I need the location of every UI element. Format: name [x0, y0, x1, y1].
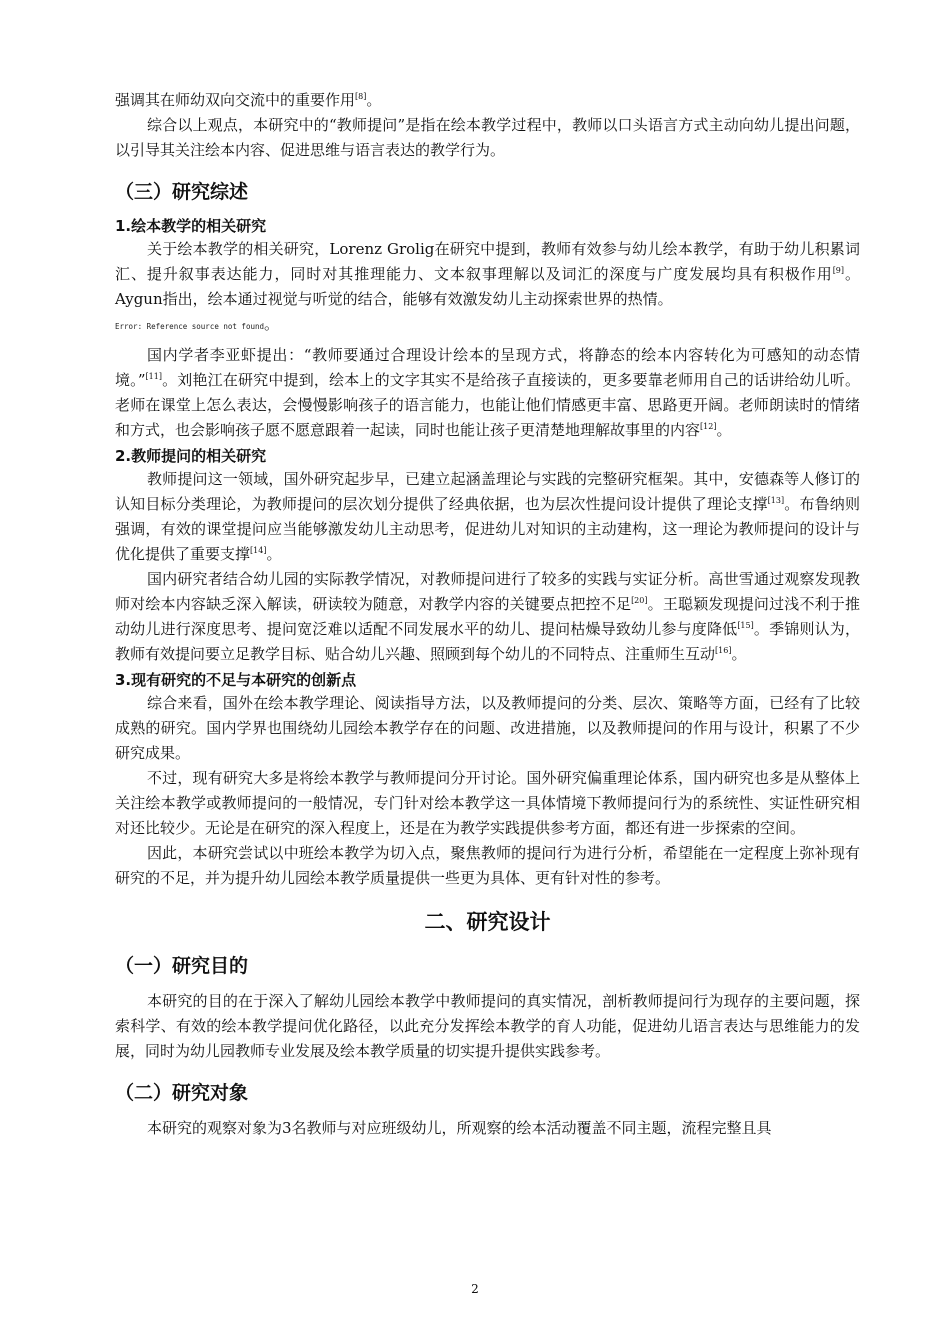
paragraph-gaps-innovation: 因此，本研究尝试以中班绘本教学为切入点，聚焦教师的提问行为进行分析，希望能在一定程度上弥补现有研究的不足，并为提升幼儿园绘本教学质量提供一些更为具体、更有针对性的参考。 [115, 844, 860, 887]
paragraph-questioning-domestic: 国内研究者结合幼儿园的实际教学情况，对教师提问进行了较多的实践与实证分析。高世雪通过观察发现教师对绘本内容缺乏深入解读，研读较为随意，对教学内容的关键要点把控不足[20]。王聪颖发现提问过浅不利于推动幼儿进行深度思考、提问宽泛难以适配不同发展水平的幼儿、提问枯燥导致幼儿参与度降低[15]。季锦则认为，教师有效提问要立足教学目标、贴合幼儿兴趣、照顾到每个幼儿的不同特点、注重师生互动[16]。 [115, 570, 860, 663]
paper-page [115, 88, 860, 1141]
citation[interactable]: [12] [700, 422, 717, 431]
paragraph-research-subjects: 本研究的观察对象为3名教师与对应班级幼儿，所观察的绘本活动覆盖不同主题，流程完整且具 [147, 1119, 772, 1137]
paragraph-intro-2: 综合以上观点，本研究中的“教师提问”是指在绘本教学过程中，教师以口头语言方式主动向幼儿提出问题，以引导其关注绘本内容、促进思维与语言表达的教学行为。 [115, 116, 860, 159]
section-heading-research-purpose: （一）研究目的 [115, 955, 249, 977]
chapter-heading-research-design: 二、研究设计 [424, 910, 551, 934]
subsection-heading-gaps-innovation: 3.现有研究的不足与本研究的创新点 [115, 671, 357, 689]
reference-error: Error: Reference source not found [115, 322, 265, 331]
subsection-heading-picture-book: 1.绘本教学的相关研究 [115, 217, 267, 235]
paragraph-gaps-summary: 综合来看，国外在绘本教学理论、阅读指导方法，以及教师提问的分类、层次、策略等方面，已经有了比较成熟的研究。国内学界也围绕幼儿园绘本教学存在的问题、改进措施，以及教师提问的作用与设计，积累了不少研究成果。 [115, 694, 860, 762]
citation[interactable]: [8] [355, 92, 367, 101]
citation[interactable]: [9] [832, 266, 845, 275]
subsection-heading-teacher-questioning: 2.教师提问的相关研究 [115, 447, 267, 465]
paragraph-picture-book-domestic: 国内学者李亚虾提出：“教师要通过合理设计绘本的呈现方式，将静态的绘本内容转化为可感知的动态情境。”[11]。刘艳江在研究中提到，绘本上的文字其实不是给孩子直接读的，更多要靠老师用自己的话讲给幼儿听。老师在课堂上怎么表达，会慢慢影响孩子的语言能力，也能让他们情感更丰富、思路更开阔。老师朗读时的情绪和方式，也会影响孩子愿不愿意跟着一起读，同时也能让孩子更清楚地理解故事里的内容[12]。 [115, 346, 860, 439]
citation[interactable]: [20] [631, 596, 648, 605]
page-number: 2 [471, 1282, 479, 1296]
citation[interactable]: [13] [767, 496, 785, 505]
citation[interactable]: [11] [145, 372, 162, 381]
citation[interactable]: [14] [250, 546, 267, 555]
citation[interactable]: [15] [737, 621, 754, 630]
section-heading-research-review: （三）研究综述 [115, 181, 249, 203]
citation[interactable]: [16] [715, 646, 732, 655]
paragraph-intro-1: 强调其在师幼双向交流中的重要作用[8]。 [115, 91, 382, 109]
paragraph-research-purpose: 本研究的目的在于深入了解幼儿园绘本教学中教师提问的真实情况，剖析教师提问行为现存的主要问题，探索科学、有效的绘本教学提问优化路径，以此充分发挥绘本教学的育人功能，促进幼儿语言表达与思维能力的发展，同时为幼儿园教师专业发展及绘本教学质量的切实提升提供实践参考。 [115, 992, 860, 1060]
section-heading-research-subjects: （二）研究对象 [115, 1082, 249, 1104]
paragraph-gaps-limitations: 不过，现有研究大多是将绘本教学与教师提问分开讨论。国外研究偏重理论体系，国内研究也多是从整体上关注绘本教学或教师提问的一般情况，专门针对绘本教学这一具体情境下教师提问行为的系统性、实证性研究相对还比较少。无论是在研究的深入程度上，还是在为教学实践提供参考方面，都还有进一步探索的空间。 [115, 769, 860, 837]
paragraph-picture-book-foreign: 关于绘本教学的相关研究，Lorenz Grolig在研究中提到，教师有效参与幼儿绘本教学，有助于幼儿积累词汇、提升叙事表达能力，同时对其推理能力、文本叙事理解以及词汇的深度与广度发展均具有积极作用[9]。Aygun指出，绘本通过视觉与听觉的结合，能够有效激发幼儿主动探索世界的热情。 Error: Reference source not found。 [115, 240, 860, 333]
paragraph-questioning-foreign: 教师提问这一领域，国外研究起步早，已建立起涵盖理论与实践的完整研究框架。其中，安德森等人修订的认知目标分类理论，为教师提问的层次划分提供了经典依据，也为层次性提问设计提供了理论支撑[13]。布鲁纳则强调，有效的课堂提问应当能够激发幼儿主动思考，促进幼儿对知识的主动建构，这一理论为教师提问的设计与优化提供了重要支撑[14]。 [115, 470, 860, 563]
